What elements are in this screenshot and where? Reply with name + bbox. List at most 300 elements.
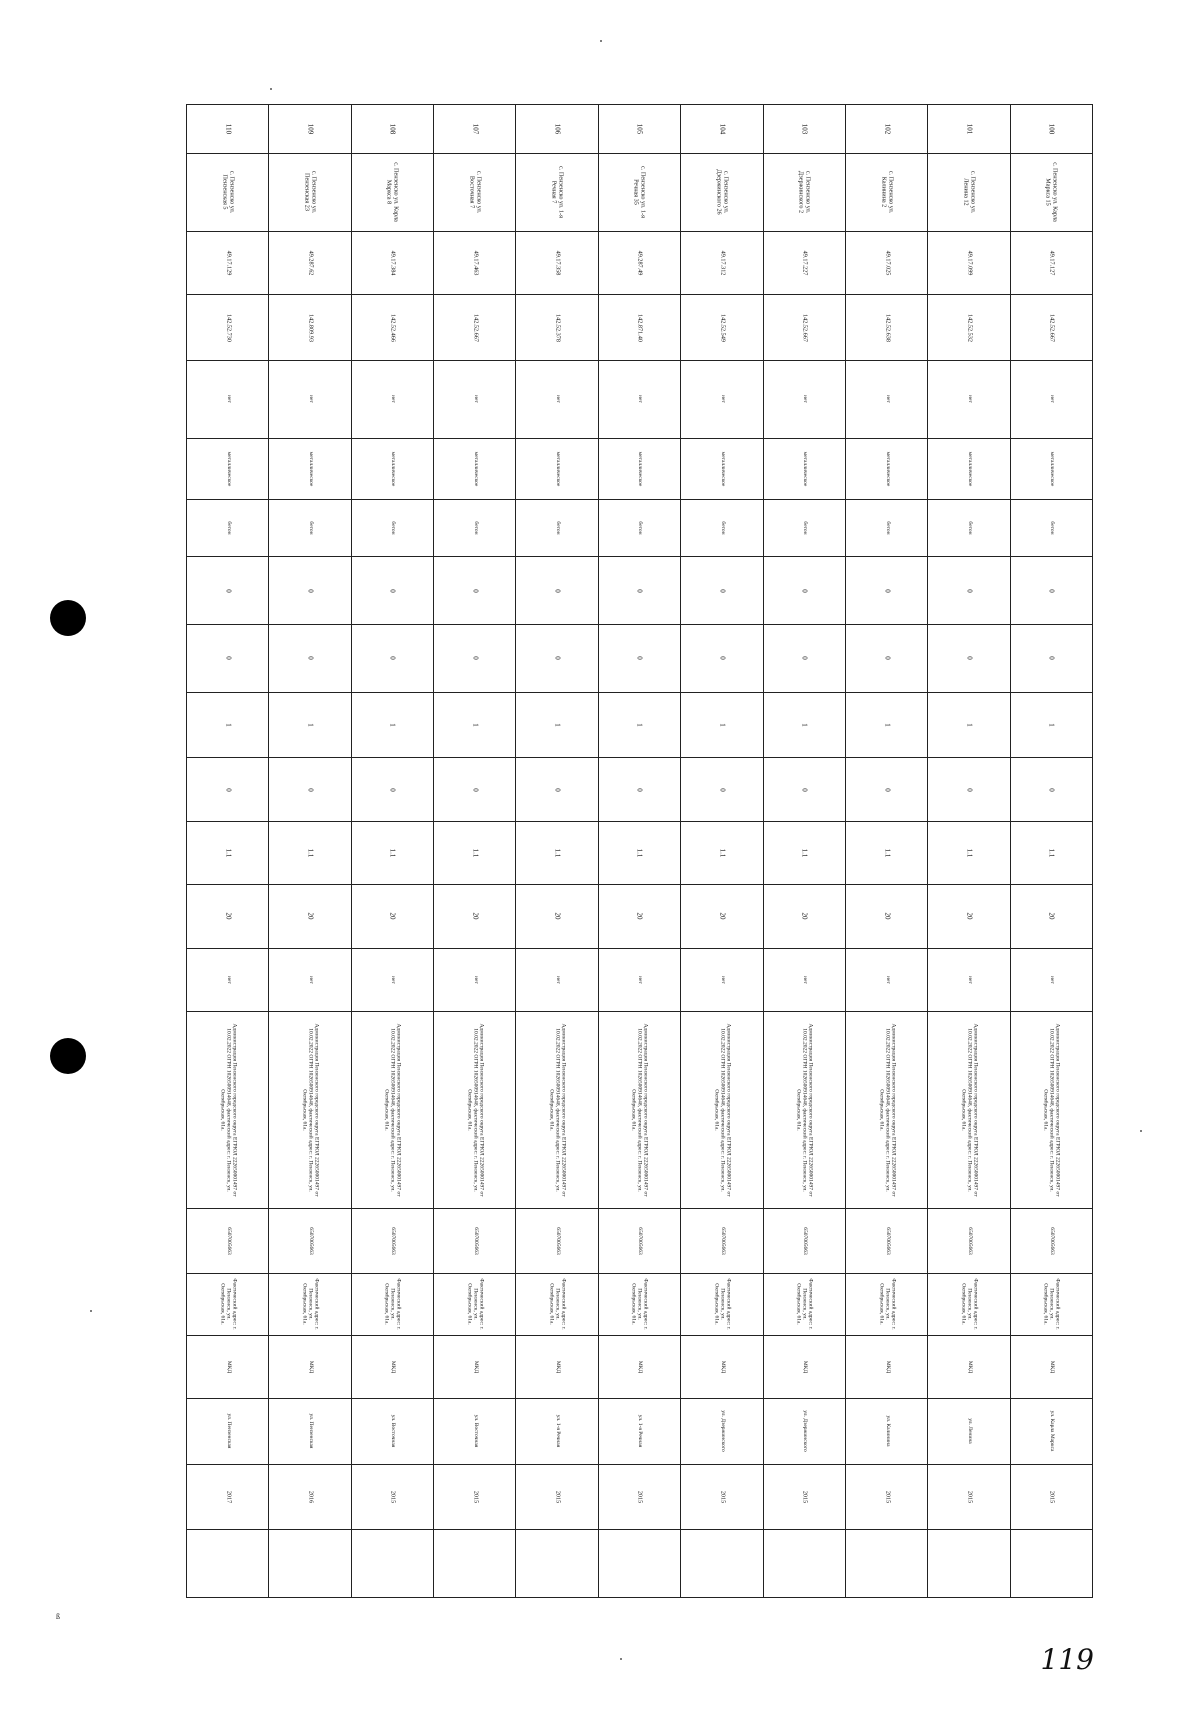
cell-c7: нет	[225, 975, 232, 984]
table-cell	[187, 625, 269, 693]
table-cell	[845, 153, 927, 231]
cell-base: бетон	[307, 521, 314, 536]
cell-c1: 0	[636, 589, 645, 593]
table-cell	[1010, 153, 1092, 231]
field-band-c1	[187, 557, 1093, 625]
table-cell	[928, 1335, 1010, 1398]
table-cell	[516, 557, 598, 625]
cell-year: 2015	[389, 1490, 397, 1504]
cell-base: бетон	[637, 521, 644, 536]
table-cell	[845, 1208, 927, 1274]
cell-street: ул. Дзержинского	[719, 1410, 726, 1453]
table-cell	[845, 105, 927, 154]
table-cell	[763, 1335, 845, 1398]
table-cell	[598, 885, 680, 948]
cell-src: МКД	[637, 1360, 644, 1373]
field-band-inn	[187, 1208, 1093, 1274]
table-cell	[269, 692, 351, 758]
cell-inn: 6507005663	[637, 1227, 644, 1255]
table-cell	[928, 439, 1010, 500]
table-cell	[763, 557, 845, 625]
cell-cover: нет	[390, 395, 397, 404]
cell-street: ул. Пензенская	[307, 1413, 314, 1449]
cell-lon: 142.871.40	[636, 313, 644, 342]
table-cell	[434, 557, 516, 625]
table-cell	[763, 439, 845, 500]
cell-lon: 142.52.667	[801, 313, 809, 342]
table-cell	[187, 557, 269, 625]
cell-c7: нет	[966, 975, 973, 984]
table-cell	[928, 360, 1010, 438]
table-cell	[598, 821, 680, 884]
cell-c1: 0	[306, 589, 315, 593]
cell-c5: 1.1	[306, 848, 315, 858]
cell-src: МКД	[472, 1360, 479, 1373]
cell-base: бетон	[966, 521, 973, 536]
cell-material: металлическое	[390, 451, 397, 487]
table-cell	[1010, 758, 1092, 821]
page-number: 119	[1040, 1643, 1094, 1676]
table-cell	[434, 1012, 516, 1209]
table-cell	[681, 557, 763, 625]
register-table-wrapper	[186, 104, 1093, 1598]
register-table	[186, 104, 1093, 1598]
table-cell	[928, 295, 1010, 361]
field-band-material	[187, 439, 1093, 500]
cell-c7: нет	[637, 975, 644, 984]
field-band-src	[187, 1335, 1093, 1398]
cell-c5: 1.1	[553, 848, 562, 858]
cell-lat: 49.17.463	[472, 250, 479, 276]
table-cell	[269, 231, 351, 294]
table-cell	[187, 758, 269, 821]
cell-c4: 0	[800, 787, 809, 792]
table-cell	[434, 821, 516, 884]
cell-c5: 1.1	[224, 848, 233, 858]
table-cell	[351, 1335, 433, 1398]
cell-cover: нет	[802, 395, 809, 404]
cell-c1: 0	[965, 589, 974, 593]
table-cell	[763, 1530, 845, 1598]
cell-c3: 1	[389, 723, 398, 727]
table-cell	[598, 153, 680, 231]
cell-inn: 6507005663	[802, 1227, 809, 1255]
field-band-c4	[187, 758, 1093, 821]
cell-c1: 0	[1047, 589, 1056, 593]
field-band-c5	[187, 821, 1093, 884]
table-cell	[598, 105, 680, 154]
cell-c3: 1	[471, 723, 480, 727]
table-cell	[598, 1274, 680, 1335]
cell-address: с. Пензенско ул. Карла Маркса 15	[1045, 162, 1059, 223]
cell-inn: 6507005663	[225, 1227, 232, 1255]
cell-lon: 142.52.730	[224, 313, 232, 342]
table-cell	[187, 231, 269, 294]
table-cell	[681, 1274, 763, 1335]
table-cell	[598, 500, 680, 557]
table-cell	[763, 885, 845, 948]
table-cell	[187, 692, 269, 758]
table-cell	[1010, 1012, 1092, 1209]
cell-c1: 0	[224, 589, 233, 593]
table-cell	[1010, 1530, 1092, 1598]
table-cell	[763, 758, 845, 821]
table-cell	[598, 1530, 680, 1598]
cell-material: металлическое	[719, 451, 726, 487]
cell-lon: 142.809.93	[307, 313, 315, 342]
table-cell	[598, 1399, 680, 1465]
table-cell	[351, 1274, 433, 1335]
table-cell	[598, 1464, 680, 1530]
cell-c6: 20	[636, 912, 645, 920]
cell-c6: 20	[800, 912, 809, 920]
cell-fact_addr: Фактический адрес: г. Пензенск, ул. Октябрьская, 61а.	[466, 1278, 485, 1331]
cell-src: МКД	[966, 1360, 973, 1373]
table-cell	[1010, 105, 1092, 154]
table-cell	[269, 1399, 351, 1465]
cell-c5: 1.1	[800, 848, 809, 858]
cell-street: ул. Калинина	[884, 1415, 891, 1447]
cell-address: с. Пензенско ул. 1-я Речная 7	[551, 166, 565, 219]
table-cell	[269, 105, 351, 154]
cell-c2: 0	[553, 656, 562, 661]
table-cell	[269, 948, 351, 1011]
cell-street: ул. Дзержинского	[802, 1410, 809, 1453]
table-cell	[681, 758, 763, 821]
table-cell	[845, 821, 927, 884]
cell-c3: 1	[965, 723, 974, 727]
cell-owner: Администрация Пензенского городского округа ЕГРЮЛ 222650001497 от 10.02.2022 ОГРН 1026500914648, фактический адрес: г. Пензенск, ул. Октябрьская, 61а.	[1043, 1023, 1061, 1197]
cell-lon: 142.52.549	[719, 313, 727, 342]
cell-c2: 0	[306, 656, 315, 661]
table-cell	[845, 1464, 927, 1530]
cell-c4: 0	[471, 787, 480, 792]
table-cell	[681, 439, 763, 500]
field-band-c3	[187, 692, 1093, 758]
table-cell	[351, 1208, 433, 1274]
cell-c7: нет	[884, 975, 891, 984]
table-cell	[516, 1335, 598, 1398]
table-cell	[763, 231, 845, 294]
table-cell	[434, 1274, 516, 1335]
table-cell	[434, 153, 516, 231]
cell-c2: 0	[636, 656, 645, 661]
table-cell	[187, 885, 269, 948]
cell-src: МКД	[1049, 1360, 1056, 1373]
cell-src: МКД	[307, 1360, 314, 1373]
cell-street: ул. Карла Маркса	[1049, 1410, 1056, 1452]
table-cell	[928, 821, 1010, 884]
cell-c4: 0	[224, 787, 233, 792]
cell-year: 2017	[224, 1490, 232, 1504]
cell-c1: 0	[718, 589, 727, 593]
table-cell	[928, 1274, 1010, 1335]
scan-speck	[90, 1310, 92, 1312]
table-cell	[763, 1012, 845, 1209]
table-cell	[681, 360, 763, 438]
table-cell	[681, 948, 763, 1011]
table-cell	[763, 1208, 845, 1274]
table-cell	[681, 885, 763, 948]
field-band-num	[187, 105, 1093, 154]
table-cell	[269, 439, 351, 500]
cell-c7: нет	[472, 975, 479, 984]
cell-base: бетон	[472, 521, 479, 536]
cell-cover: нет	[637, 395, 644, 404]
cell-address: с. Пензенско ул. Дзержинского 2	[798, 171, 812, 214]
cell-c2: 0	[883, 656, 892, 661]
cell-src: МКД	[884, 1360, 891, 1373]
table-cell	[516, 295, 598, 361]
table-cell	[1010, 948, 1092, 1011]
cell-c2: 0	[965, 656, 974, 661]
cell-c3: 1	[553, 723, 562, 727]
field-band-lon	[187, 295, 1093, 361]
cell-cover: нет	[554, 395, 561, 404]
scan-speck	[600, 40, 602, 42]
table-cell	[598, 692, 680, 758]
cell-c6: 20	[1047, 912, 1056, 920]
cell-lat: 49.17.129	[224, 250, 232, 276]
table-cell	[434, 625, 516, 693]
table-cell	[763, 360, 845, 438]
table-cell	[845, 692, 927, 758]
table-cell	[1010, 360, 1092, 438]
table-cell	[187, 500, 269, 557]
cell-inn: 6507005663	[472, 1227, 479, 1255]
cell-c1: 0	[553, 589, 562, 593]
cell-c1: 0	[800, 589, 809, 593]
cell-num: 106	[553, 123, 562, 135]
table-cell	[598, 625, 680, 693]
cell-inn: 6507005663	[884, 1227, 891, 1255]
table-cell	[598, 295, 680, 361]
table-cell	[763, 153, 845, 231]
cell-owner: Администрация Пензенского городского округа ЕГРЮЛ 222650001497 от 10.02.2022 ОГРН 1026500914648, фактический адрес: г. Пензенск, ул. Октябрьская, 61а.	[631, 1023, 650, 1197]
table-cell	[598, 1335, 680, 1398]
margin-mark: ß	[56, 1612, 60, 1621]
cell-street: ул. Восточная	[472, 1415, 479, 1448]
field-band-owner	[187, 1012, 1093, 1209]
table-cell	[845, 295, 927, 361]
table-cell	[845, 500, 927, 557]
cell-year: 2016	[307, 1490, 315, 1504]
cell-c6: 20	[965, 912, 974, 920]
table-cell	[1010, 231, 1092, 294]
table-cell	[351, 1399, 433, 1465]
table-cell	[269, 758, 351, 821]
field-band-lat	[187, 231, 1093, 294]
cell-c1: 0	[471, 589, 480, 593]
table-cell	[763, 1274, 845, 1335]
cell-address: с. Пензенско ул. Дзержинского 26	[715, 169, 730, 215]
cell-year: 2015	[554, 1490, 562, 1504]
cell-inn: 6507005663	[966, 1227, 973, 1255]
cell-lat: 49.287.49	[636, 250, 644, 276]
cell-year: 2015	[636, 1490, 644, 1504]
cell-base: бетон	[719, 521, 726, 536]
cell-cover: нет	[307, 395, 314, 404]
table-cell	[269, 1208, 351, 1274]
table-cell	[187, 360, 269, 438]
table-cell	[928, 758, 1010, 821]
table-cell	[187, 153, 269, 231]
table-cell	[516, 105, 598, 154]
cell-lat: 49.17.227	[801, 250, 809, 276]
table-cell	[763, 1399, 845, 1465]
cell-material: металлическое	[472, 451, 479, 487]
table-cell	[598, 1208, 680, 1274]
table-cell	[269, 1274, 351, 1335]
cell-c4: 0	[965, 787, 974, 792]
scan-speck	[620, 1658, 622, 1660]
field-band-note	[187, 1530, 1093, 1598]
cell-fact_addr: Фактический адрес: г. Пензенск, ул. Октябрьская, 61а.	[1043, 1278, 1061, 1331]
cell-num: 110	[224, 123, 233, 134]
cell-owner: Администрация Пензенского городского округа ЕГРЮЛ 222650001497 от 10.02.2022 ОГРН 1026500914648, фактический адрес: г. Пензенск, ул. Октябрьская, 61а.	[549, 1023, 567, 1197]
table-cell	[681, 295, 763, 361]
table-cell	[681, 1399, 763, 1465]
table-cell	[516, 758, 598, 821]
cell-c3: 1	[883, 723, 892, 727]
cell-c4: 0	[389, 787, 398, 792]
table-cell	[1010, 557, 1092, 625]
table-cell	[681, 153, 763, 231]
cell-c7: нет	[554, 975, 561, 984]
table-cell	[928, 500, 1010, 557]
table-cell	[763, 295, 845, 361]
cell-fact_addr: Фактический адрес: г. Пензенск, ул. Октябрьская, 61а.	[631, 1278, 650, 1331]
cell-fact_addr: Фактический адрес: г. Пензенск, ул. Октябрьская, 61а.	[796, 1278, 814, 1331]
cell-material: металлическое	[966, 451, 973, 487]
table-cell	[516, 439, 598, 500]
cell-owner: Администрация Пензенского городского округа ЕГРЮЛ 222650001497 от 10.02.2022 ОГРН 1026500914648, фактический адрес: г. Пензенск, ул. Октябрьская, 61а.	[878, 1023, 897, 1197]
cell-inn: 6507005663	[719, 1227, 726, 1255]
table-cell	[763, 821, 845, 884]
table-cell	[269, 1530, 351, 1598]
table-cell	[928, 1399, 1010, 1465]
cell-num: 104	[718, 123, 727, 135]
table-cell	[845, 948, 927, 1011]
cell-address: с. Пензенско ул. Калинина 2	[880, 171, 895, 214]
table-cell	[351, 439, 433, 500]
cell-num: 102	[883, 123, 892, 135]
table-cell	[598, 758, 680, 821]
table-cell	[269, 500, 351, 557]
cell-year: 2015	[719, 1490, 727, 1504]
cell-c6: 20	[553, 912, 562, 920]
cell-lon: 142.52.378	[554, 313, 562, 342]
table-cell	[1010, 295, 1092, 361]
cell-c4: 0	[636, 787, 645, 792]
table-cell	[434, 1399, 516, 1465]
cell-fact_addr: Фактический адрес: г. Пензенск, ул. Октябрьская, 61а.	[961, 1278, 979, 1331]
cell-c2: 0	[718, 656, 727, 661]
table-cell	[681, 1012, 763, 1209]
cell-c3: 1	[306, 723, 315, 727]
table-cell	[269, 360, 351, 438]
table-cell	[1010, 1464, 1092, 1530]
table-cell	[187, 1012, 269, 1209]
cell-c5: 1.1	[718, 848, 727, 858]
table-cell	[763, 105, 845, 154]
cell-c5: 1.1	[636, 848, 645, 858]
cell-cover: нет	[966, 395, 973, 404]
cell-lon: 142.52.532	[966, 313, 974, 342]
scan-speck	[270, 88, 272, 90]
cell-lon: 142.52.667	[1048, 313, 1056, 342]
cell-base: бетон	[390, 521, 397, 536]
table-cell	[269, 153, 351, 231]
table-cell	[434, 758, 516, 821]
table-cell	[763, 1464, 845, 1530]
table-cell	[516, 948, 598, 1011]
table-cell	[434, 500, 516, 557]
table-cell	[351, 500, 433, 557]
cell-c7: нет	[719, 975, 726, 984]
table-cell	[598, 231, 680, 294]
table-cell	[434, 439, 516, 500]
table-cell	[269, 557, 351, 625]
cell-c2: 0	[1047, 656, 1056, 661]
table-cell	[351, 948, 433, 1011]
cell-address: с. Пензенско ул. Карла Маркса 8	[386, 162, 400, 223]
table-cell	[434, 948, 516, 1011]
cell-year: 2015	[472, 1490, 479, 1504]
table-cell	[516, 692, 598, 758]
cell-c7: нет	[802, 975, 809, 984]
cell-fact_addr: Фактический адрес: г. Пензенск, ул. Октябрьская, 61а.	[713, 1278, 732, 1331]
table-cell	[928, 105, 1010, 154]
cell-c6: 20	[718, 912, 727, 920]
cell-c6: 20	[306, 912, 315, 920]
cell-street: ул. Восточная	[390, 1415, 397, 1448]
cell-lon: 142.52.466	[389, 313, 397, 342]
cell-material: металлическое	[307, 451, 314, 487]
cell-owner: Администрация Пензенского городского округа ЕГРЮЛ 222650001497 от 10.02.2022 ОГРН 1026500914648, фактический адрес: г. Пензенск, ул. Октябрьская, 61а.	[302, 1023, 320, 1197]
field-band-cover	[187, 360, 1093, 438]
table-cell	[351, 360, 433, 438]
cell-lat: 49.17.384	[389, 250, 397, 276]
scan-speck	[1140, 1130, 1142, 1132]
table-cell	[1010, 625, 1092, 693]
cell-year: 2015	[966, 1490, 974, 1504]
cell-c6: 20	[883, 912, 892, 920]
cell-fact_addr: Фактический адрес: г. Пензенск, ул. Октябрьская, 61а.	[384, 1278, 403, 1331]
cell-c3: 1	[224, 723, 233, 727]
table-cell	[681, 821, 763, 884]
cell-street: ул. Пензенская	[225, 1413, 232, 1449]
table-cell	[351, 295, 433, 361]
cell-owner: Администрация Пензенского городского округа ЕГРЮЛ 222650001497 от 10.02.2022 ОГРН 1026500914648, фактический адрес: г. Пензенск, ул. Октябрьская, 61а.	[796, 1023, 814, 1197]
table-cell	[351, 692, 433, 758]
cell-address: с. Пензенско ул. Пензенская 23	[304, 171, 318, 214]
table-cell	[187, 1208, 269, 1274]
cell-c5: 1.1	[471, 848, 480, 858]
cell-owner: Администрация Пензенского городского округа ЕГРЮЛ 222650001497 от 10.02.2022 ОГРН 1026500914648, фактический адрес: г. Пензенск, ул. Октябрьская, 61а.	[961, 1023, 979, 1197]
cell-owner: Администрация Пензенского городского округа ЕГРЮЛ 222650001497 от 10.02.2022 ОГРН 1026500914648, фактический адрес: г. Пензенск, ул. Октябрьская, 61а.	[384, 1023, 403, 1197]
cell-inn: 6507005663	[390, 1227, 397, 1255]
table-cell	[1010, 439, 1092, 500]
table-cell	[598, 439, 680, 500]
table-cell	[845, 625, 927, 693]
table-cell	[187, 439, 269, 500]
table-cell	[598, 557, 680, 625]
cell-address: с. Пензенско ул. 1-я Речная 35	[633, 166, 647, 219]
cell-material: металлическое	[637, 451, 644, 487]
cell-lat: 49.17.358	[554, 250, 562, 276]
cell-num: 103	[800, 123, 809, 135]
